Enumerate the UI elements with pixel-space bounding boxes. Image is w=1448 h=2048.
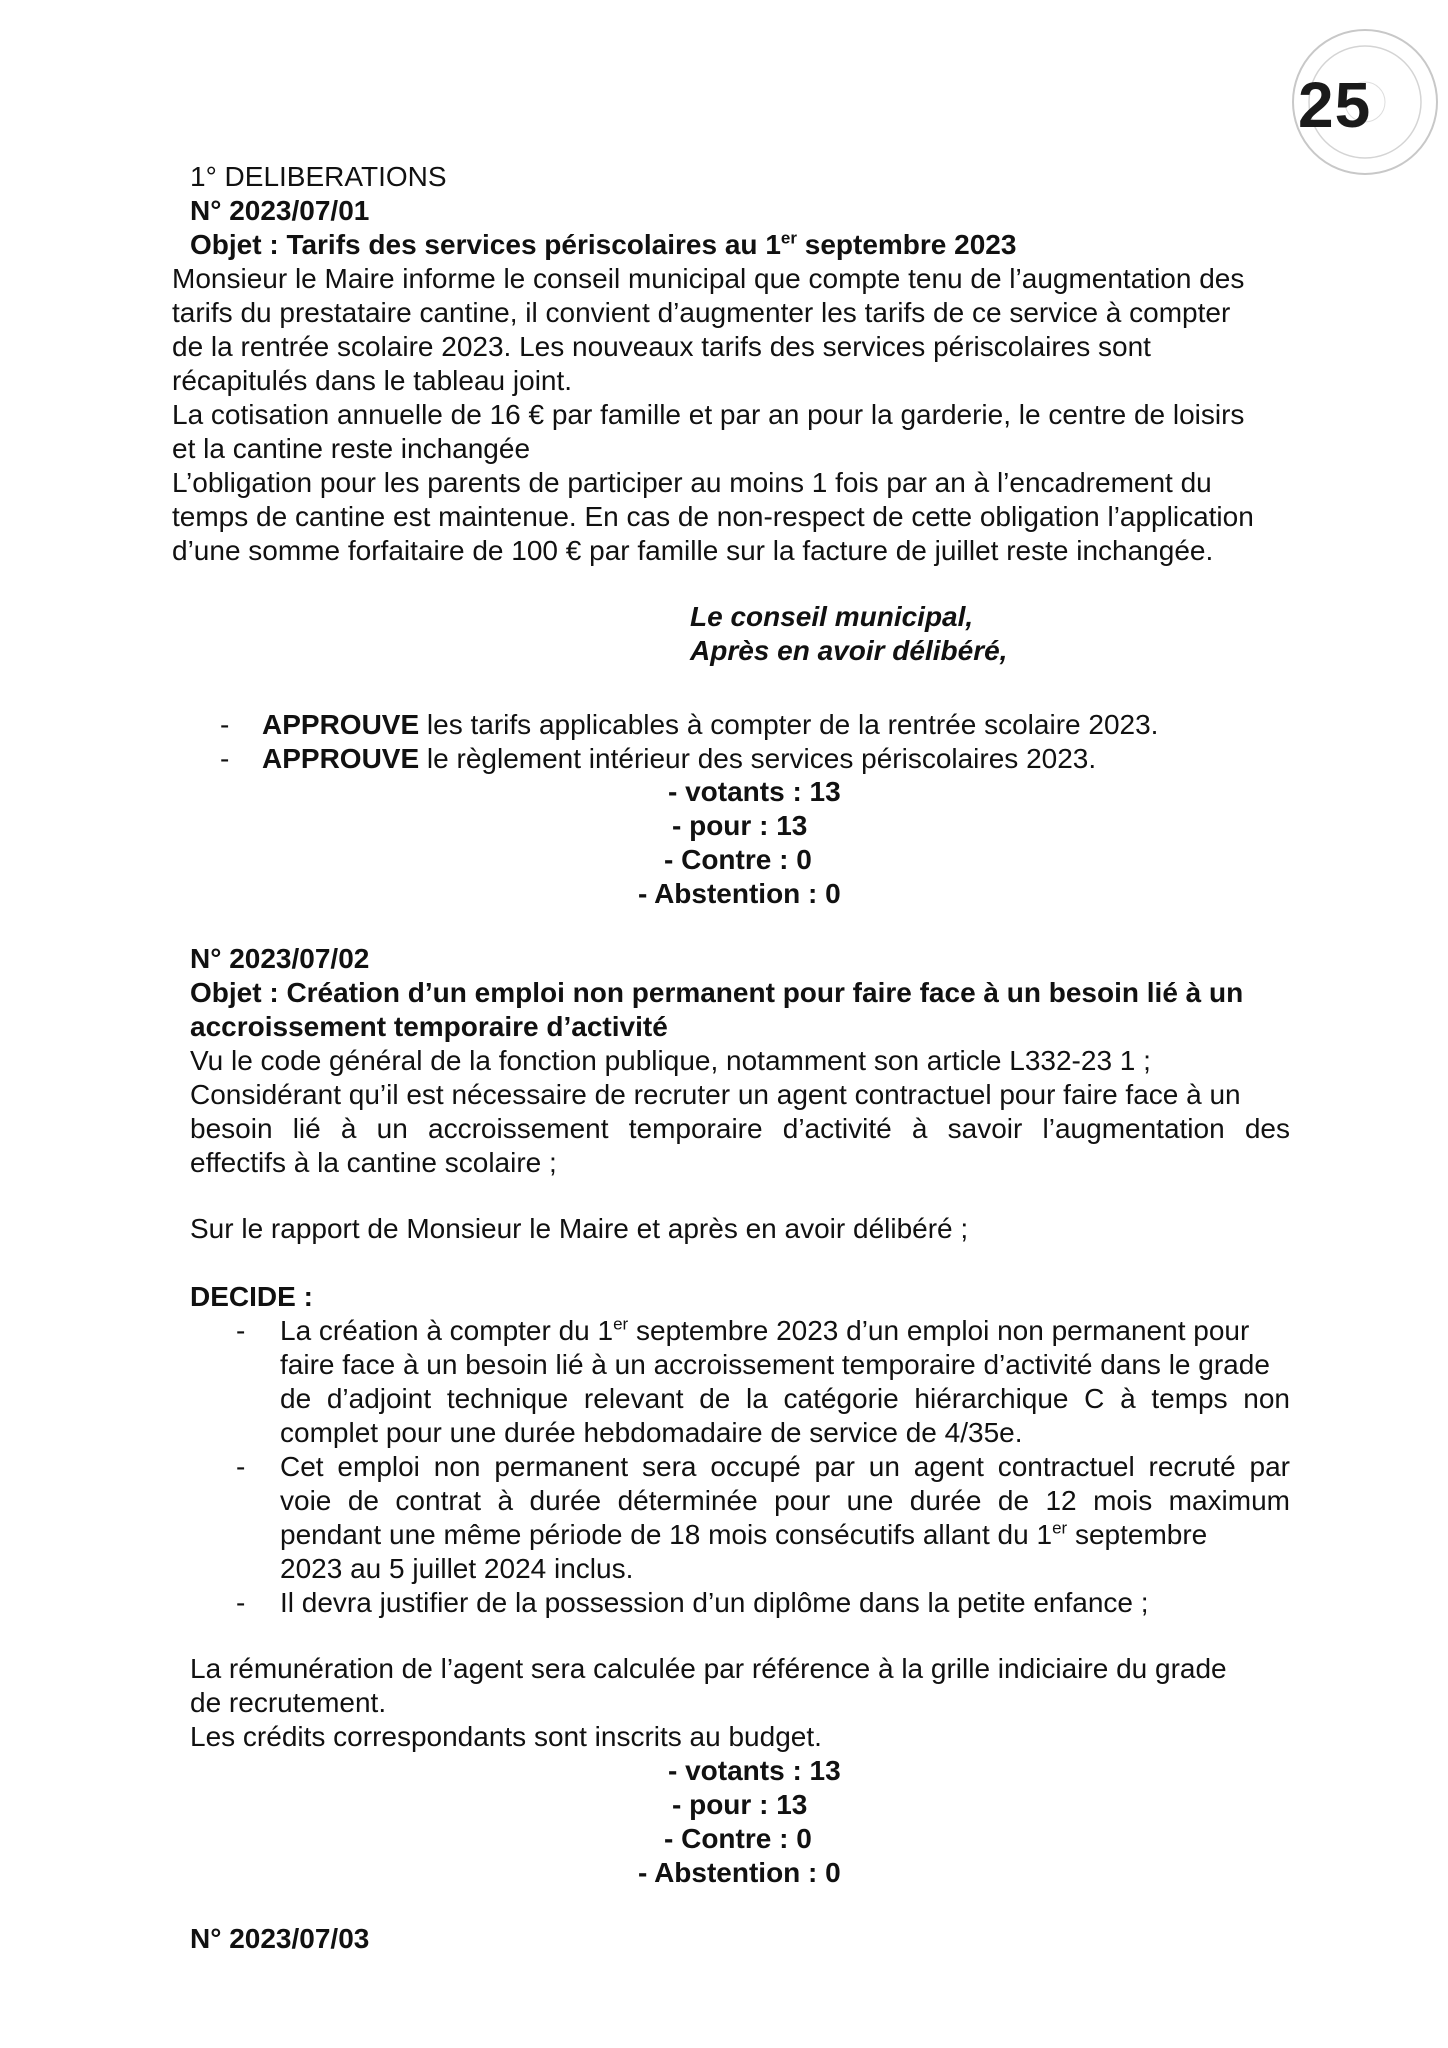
report-line: Sur le rapport de Monsieur le Maire et après en avoir délibéré ; (190, 1213, 969, 1244)
deliberation-2-body-line: besoin lié à un accroissement temporaire d’activité à savoir l’augmentation des (190, 1113, 1290, 1144)
list-bullet: - (236, 1587, 246, 1618)
decide-item-2-line: voie de contrat à durée déterminée pour une durée de 12 mois maximum (280, 1485, 1290, 1516)
vote-abstention: - Abstention : 0 (638, 878, 841, 909)
deliberation-1-body-line: et la cantine reste inchangée (172, 433, 531, 464)
page-number: 25 (1298, 69, 1372, 141)
list-bullet: - (236, 1451, 246, 1482)
deliberation-3-number: N° 2023/07/03 (190, 1923, 370, 1954)
list-bullet: - (236, 1315, 246, 1346)
list-bullet: - (220, 709, 230, 740)
council-heading: Le conseil municipal, (690, 601, 974, 632)
deliberation-2-body-line: effectifs à la cantine scolaire ; (190, 1147, 557, 1178)
list-bullet: - (220, 743, 230, 774)
deliberation-2-body-line: Considérant qu’il est nécessaire de recruter un agent contractuel pour faire face à un (190, 1079, 1241, 1110)
council-deliberated: Après en avoir délibéré, (690, 635, 1008, 666)
deliberation-2-body-line: Vu le code général de la fonction publique, notamment son article L332-23 1 ; (190, 1045, 1151, 1076)
deliberation-1-object: Objet : Tarifs des services périscolaires au 1er septembre 2023 (190, 228, 1017, 260)
decision-item: APPROUVE le règlement intérieur des services périscolaires 2023. (262, 743, 1097, 774)
vote-votants: - votants : 13 (668, 1755, 841, 1786)
deliberation-1-body-line: d’une somme forfaitaire de 100 € par famille sur la facture de juillet reste inchangée. (172, 535, 1214, 566)
decide-item-2-line: pendant une même période de 18 mois consécutifs allant du 1er septembre (280, 1518, 1208, 1550)
deliberation-1-body-line: La cotisation annuelle de 16 € par famille et par an pour la garderie, le centre de loisirs (172, 399, 1245, 430)
deliberation-2-number: N° 2023/07/02 (190, 943, 370, 974)
decide-item-1-line: faire face à un besoin lié à un accroissement temporaire d’activité dans le grade (280, 1349, 1270, 1380)
section-title: 1° DELIBERATIONS (190, 161, 447, 192)
vote-contre: - Contre : 0 (664, 844, 812, 875)
vote-pour: - pour : 13 (672, 810, 808, 841)
remuneration-line: de recrutement. (190, 1687, 387, 1718)
deliberation-1-body-line: L’obligation pour les parents de participer au moins 1 fois par an à l’encadrement du (172, 467, 1212, 498)
deliberation-2-object: accroissement temporaire d’activité (190, 1011, 668, 1042)
deliberation-1-body-line: de la rentrée scolaire 2023. Les nouveaux tarifs des services périscolaires sont (172, 331, 1151, 362)
deliberation-2-object: Objet : Création d’un emploi non permanent pour faire face à un besoin lié à un (190, 977, 1244, 1008)
vote-abstention: - Abstention : 0 (638, 1857, 841, 1888)
decide-item-1-line: de d’adjoint technique relevant de la catégorie hiérarchique C à temps non (280, 1383, 1290, 1414)
deliberation-1-number: N° 2023/07/01 (190, 195, 370, 226)
remuneration-line: La rémunération de l’agent sera calculée par référence à la grille indiciaire du grade (190, 1653, 1227, 1684)
decide-item-3-line: Il devra justifier de la possession d’un diplôme dans la petite enfance ; (280, 1587, 1149, 1618)
deliberation-1-body-line: Monsieur le Maire informe le conseil municipal que compte tenu de l’augmentation des (172, 263, 1245, 294)
vote-votants: - votants : 13 (668, 776, 841, 807)
decide-label: DECIDE : (190, 1281, 313, 1312)
vote-pour: - pour : 13 (672, 1789, 808, 1820)
decide-item-1-line: La création à compter du 1er septembre 2023 d’un emploi non permanent pour (280, 1314, 1250, 1346)
decide-item-2-line: 2023 au 5 juillet 2024 inclus. (280, 1553, 634, 1584)
decide-item-2-line: Cet emploi non permanent sera occupé par un agent contractuel recruté par (280, 1451, 1290, 1482)
deliberation-1-body-line: récapitulés dans le tableau joint. (172, 365, 573, 396)
decide-item-1-line: complet pour une durée hebdomadaire de service de 4/35e. (280, 1417, 1023, 1448)
vote-contre: - Contre : 0 (664, 1823, 812, 1854)
decision-item: APPROUVE les tarifs applicables à compter de la rentrée scolaire 2023. (262, 709, 1159, 740)
deliberation-1-body-line: tarifs du prestataire cantine, il convient d’augmenter les tarifs de ce service à compter (172, 297, 1231, 328)
credits-line: Les crédits correspondants sont inscrits au budget. (190, 1721, 822, 1752)
deliberation-1-body-line: temps de cantine est maintenue. En cas de non-respect de cette obligation l’application (172, 501, 1254, 532)
